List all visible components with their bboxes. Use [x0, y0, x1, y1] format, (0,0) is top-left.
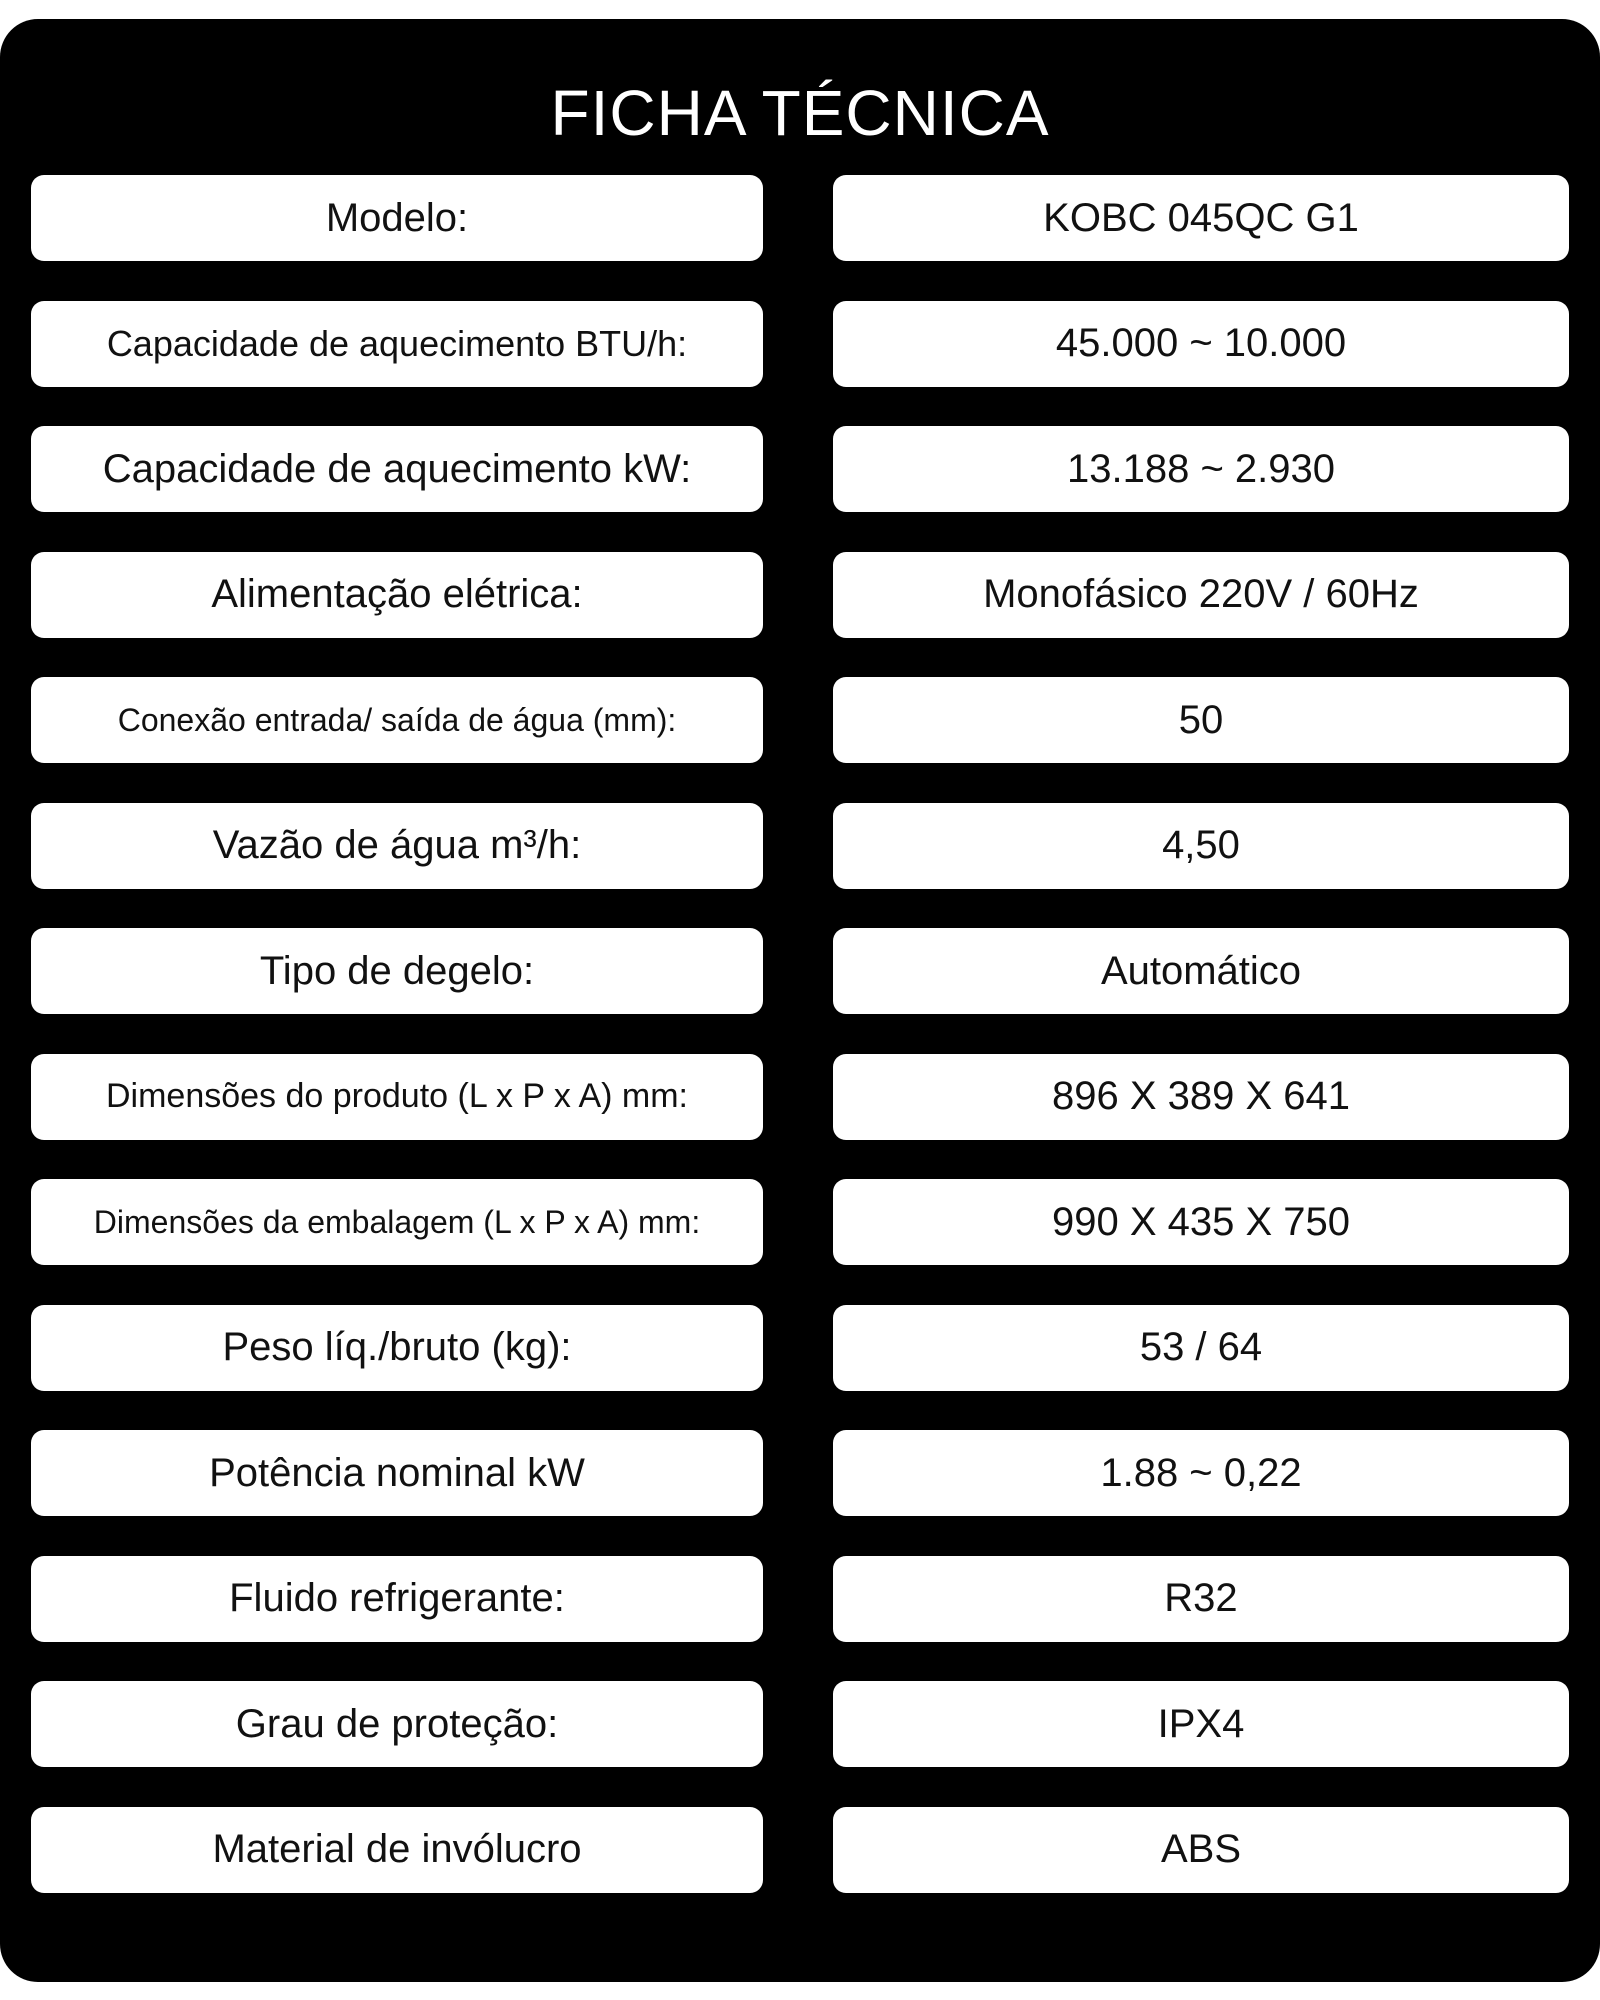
spec-value: R32: [833, 1556, 1569, 1642]
spec-value: 1.88 ~ 0,22: [833, 1430, 1569, 1516]
spec-row-potencia: [31, 1430, 1569, 1516]
spec-label: Tipo de degelo:: [31, 928, 763, 1014]
spec-row-protecao: [31, 1681, 1569, 1767]
spec-table: [31, 175, 1569, 1932]
spec-value: ABS: [833, 1807, 1569, 1893]
spec-label: Capacidade de aquecimento kW:: [31, 426, 763, 512]
spec-label: Dimensões do produto (L x P x A) mm:: [31, 1054, 763, 1140]
spec-row-material: [31, 1807, 1569, 1893]
spec-label: Dimensões da embalagem (L x P x A) mm:: [31, 1179, 763, 1265]
spec-row-dimensoes-produto: [31, 1054, 1569, 1140]
spec-label: Material de invólucro: [31, 1807, 763, 1893]
spec-label: Alimentação elétrica:: [31, 552, 763, 638]
spec-label: Peso líq./bruto (kg):: [31, 1305, 763, 1391]
spec-row-degelo: [31, 928, 1569, 1014]
spec-value: 13.188 ~ 2.930: [833, 426, 1569, 512]
spec-row-modelo: [31, 175, 1569, 261]
spec-label: Conexão entrada/ saída de água (mm):: [31, 677, 763, 763]
spec-value: Monofásico 220V / 60Hz: [833, 552, 1569, 638]
spec-value: IPX4: [833, 1681, 1569, 1767]
spec-label: Fluido refrigerante:: [31, 1556, 763, 1642]
spec-label: Potência nominal kW: [31, 1430, 763, 1516]
spec-label: Grau de proteção:: [31, 1681, 763, 1767]
spec-row-vazao: [31, 803, 1569, 889]
spec-row-fluido: [31, 1556, 1569, 1642]
spec-value: Automático: [833, 928, 1569, 1014]
spec-row-conexao: [31, 677, 1569, 763]
spec-label: Vazão de água m³/h:: [31, 803, 763, 889]
spec-row-alimentacao: [31, 552, 1569, 638]
spec-row-capacidade-kw: [31, 426, 1569, 512]
spec-label: Modelo:: [31, 175, 763, 261]
spec-row-peso: [31, 1305, 1569, 1391]
spec-value: 50: [833, 677, 1569, 763]
spec-value: KOBC 045QC G1: [833, 175, 1569, 261]
spec-sheet-panel: [0, 19, 1600, 1982]
spec-value: 990 X 435 X 750: [833, 1179, 1569, 1265]
spec-row-dimensoes-embalagem: [31, 1179, 1569, 1265]
page-title: FICHA TÉCNICA: [550, 77, 1050, 149]
spec-label: Capacidade de aquecimento BTU/h:: [31, 301, 763, 387]
spec-row-capacidade-btu: [31, 301, 1569, 387]
spec-value: 4,50: [833, 803, 1569, 889]
spec-value: 896 X 389 X 641: [833, 1054, 1569, 1140]
spec-value: 53 / 64: [833, 1305, 1569, 1391]
spec-value: 45.000 ~ 10.000: [833, 301, 1569, 387]
